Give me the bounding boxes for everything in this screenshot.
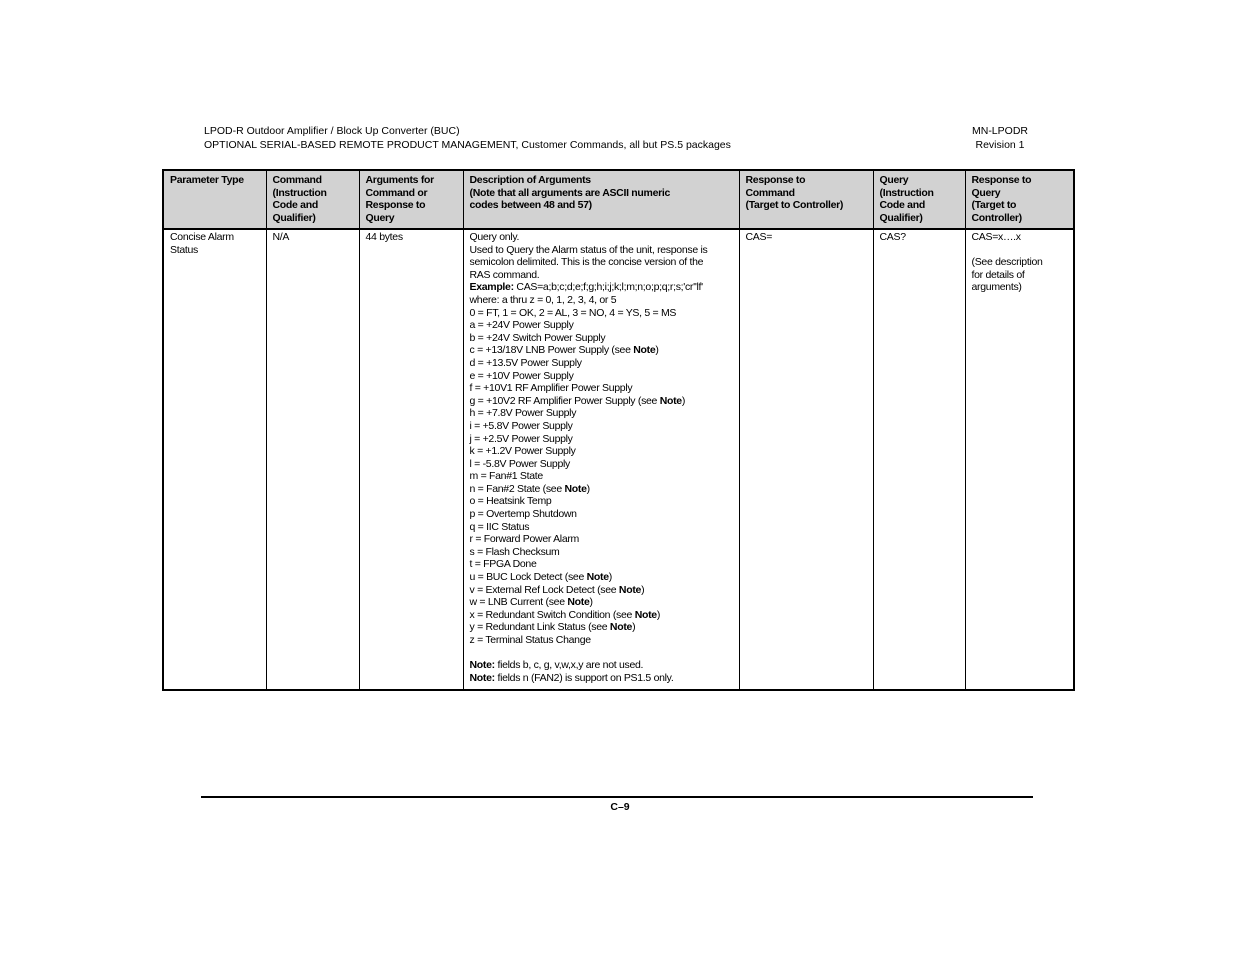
field-note-ref: Note xyxy=(567,596,590,609)
cell-response-to-query xyxy=(965,229,1074,690)
spacer xyxy=(470,647,735,660)
field-note-ref: Note xyxy=(634,608,657,621)
header-section-line: OPTIONAL SERIAL-BASED REMOTE PRODUCT MANAGEMENT, Customer Commands, all but PS.5 packages xyxy=(204,139,731,151)
header-line: codes between 48 and 57) xyxy=(469,199,592,212)
description-line: semicolon delimited. This is the concise version of the xyxy=(469,256,704,269)
description-line: RAS command. xyxy=(469,268,540,281)
field-line xyxy=(470,445,735,458)
header-description xyxy=(463,170,739,229)
field-text: q = IIC Status xyxy=(469,520,530,533)
field-line xyxy=(470,533,735,546)
document-header-title xyxy=(204,124,731,152)
field-text: h = +7.8V Power Supply xyxy=(469,407,577,420)
field-line xyxy=(470,382,735,395)
example-line xyxy=(470,281,735,294)
description-fields xyxy=(470,319,735,646)
field-text: z = Terminal Status Change xyxy=(469,634,591,646)
table-header-row xyxy=(163,170,1074,229)
field-line xyxy=(470,357,735,370)
response-line: CAS=x….x xyxy=(971,231,1021,243)
command-table xyxy=(162,169,1075,691)
field-close-paren: ) xyxy=(681,394,686,407)
header-line: Command or xyxy=(365,186,428,199)
field-text: e = +10V Power Supply xyxy=(469,369,574,382)
header-line: (Instruction xyxy=(272,186,327,199)
field-text: b = +24V Switch Power Supply xyxy=(469,331,606,344)
cell-command: N/A xyxy=(266,229,359,690)
header-line: (Note that all arguments are ASCII numeric xyxy=(469,186,671,199)
header-line: Controller) xyxy=(971,211,1022,224)
example-text: CAS=a;b;c;d;e;f;g;h;i;j;k;l;m;n;o;p;q;r;s;'cr''lf' xyxy=(513,281,703,294)
field-line xyxy=(470,420,735,433)
description-notes xyxy=(470,659,735,684)
field-text: g = +10V2 RF Amplifier Power Supply (see xyxy=(469,394,660,407)
field-line xyxy=(470,332,735,345)
description-where xyxy=(470,294,735,319)
field-line xyxy=(470,621,735,634)
header-line: Code and xyxy=(272,199,318,212)
field-line xyxy=(470,596,735,609)
field-line xyxy=(470,319,735,332)
table-row xyxy=(163,229,1074,690)
field-line xyxy=(470,558,735,571)
header-line: (Instruction xyxy=(879,186,934,199)
field-text: m = Fan#1 State xyxy=(469,470,543,483)
header-line: Response to xyxy=(971,174,1032,186)
field-text: i = +5.8V Power Supply xyxy=(469,419,573,432)
field-text: d = +13.5V Power Supply xyxy=(469,356,582,369)
header-product-line: LPOD-R Outdoor Amplifier / Block Up Converter (BUC) xyxy=(204,125,460,137)
field-text: t = FPGA Done xyxy=(469,558,537,571)
description-line: Used to Query the Alarm status of the unit, response is xyxy=(469,243,708,256)
header-command xyxy=(266,170,359,229)
header-line: Arguments for xyxy=(365,174,434,186)
field-note-ref: Note xyxy=(633,344,656,357)
field-note-ref: Note xyxy=(586,571,609,584)
description-intro xyxy=(470,231,735,281)
field-note-ref: Note xyxy=(609,621,633,634)
header-line: Description of Arguments xyxy=(469,174,591,186)
field-note-ref: Note xyxy=(564,482,587,495)
example-label: Example: xyxy=(469,281,514,294)
field-close-paren: ) xyxy=(641,583,645,596)
field-close-paren: ) xyxy=(586,482,590,495)
response-line: for details of xyxy=(971,268,1025,281)
header-line: Query xyxy=(365,211,395,224)
header-line: Command xyxy=(745,186,795,199)
field-text: n = Fan#2 State (see xyxy=(469,482,565,495)
field-line xyxy=(470,571,735,584)
note-text: fields b, c, g, v,w,x,y are not used. xyxy=(494,659,644,672)
field-text: u = BUC Lock Detect (see xyxy=(469,571,587,584)
field-text: a = +24V Power Supply xyxy=(469,319,574,332)
header-line: Response to xyxy=(745,174,806,186)
field-line xyxy=(470,458,735,471)
field-line xyxy=(470,521,735,534)
cell-query: CAS? xyxy=(873,229,965,690)
where-line: 0 = FT, 1 = OK, 2 = AL, 3 = NO, 4 = YS, 5 = MS xyxy=(469,306,677,319)
note-text: fields n (FAN2) is support on PS1.5 only. xyxy=(494,671,674,684)
field-line xyxy=(470,483,735,496)
header-line: Query xyxy=(879,174,909,186)
field-line xyxy=(470,370,735,383)
field-text: x = Redundant Switch Condition (see xyxy=(469,608,635,621)
cell-description xyxy=(463,229,739,690)
field-text: f = +10V1 RF Amplifier Power Supply xyxy=(469,382,633,395)
note-line xyxy=(470,672,735,685)
field-text: s = Flash Checksum xyxy=(469,545,560,558)
page-number: C–9 xyxy=(610,801,630,813)
field-text: j = +2.5V Power Supply xyxy=(469,432,573,445)
field-text: k = +1.2V Power Supply xyxy=(469,445,576,458)
field-text: r = Forward Power Alarm xyxy=(469,533,580,546)
field-close-paren: ) xyxy=(608,571,612,584)
header-line: Qualifier) xyxy=(272,211,316,224)
header-line: Code and xyxy=(879,199,925,212)
header-line: Command xyxy=(272,174,322,186)
field-text: c = +13/18V LNB Power Supply (see xyxy=(469,344,634,357)
note-label: Note: xyxy=(469,659,495,672)
header-line: (Target to Controller) xyxy=(745,199,844,212)
footer-rule xyxy=(201,796,1033,798)
header-arguments xyxy=(359,170,463,229)
parameter-type-line: Status xyxy=(170,243,198,256)
field-line xyxy=(470,344,735,357)
header-parameter-type xyxy=(163,170,266,229)
field-text: y = Redundant Link Status (see xyxy=(469,621,610,634)
header-line: Response to xyxy=(365,199,426,212)
description-line: Query only. xyxy=(469,231,520,243)
field-text: v = External Ref Lock Detect (see xyxy=(469,583,619,596)
field-line xyxy=(470,395,735,408)
response-line: (See description xyxy=(971,256,1043,269)
field-text: l = -5.8V Power Supply xyxy=(469,457,570,470)
field-line xyxy=(470,433,735,446)
header-line: Query xyxy=(971,186,1001,199)
field-close-paren: ) xyxy=(656,608,661,621)
header-line: Qualifier) xyxy=(879,211,923,224)
field-line xyxy=(470,495,735,508)
response-line: arguments) xyxy=(971,281,1022,294)
header-line: Parameter Type xyxy=(170,174,244,186)
field-note-ref: Note xyxy=(659,394,682,407)
header-response-to-query xyxy=(965,170,1074,229)
field-close-paren: ) xyxy=(632,621,636,634)
field-close-paren: ) xyxy=(589,596,593,609)
field-close-paren: ) xyxy=(655,344,659,357)
field-line xyxy=(470,546,735,559)
header-revision: Revision 1 xyxy=(975,139,1025,151)
cell-parameter-type xyxy=(163,229,266,690)
field-text: o = Heatsink Temp xyxy=(469,495,552,508)
field-line xyxy=(470,508,735,521)
field-line xyxy=(470,407,735,420)
field-line xyxy=(470,470,735,483)
document-header-id xyxy=(960,124,1040,152)
header-line: (Target to xyxy=(971,199,1017,212)
note-label: Note: xyxy=(469,671,495,684)
field-line xyxy=(470,634,735,647)
field-line xyxy=(470,584,735,597)
cell-response-to-command: CAS= xyxy=(739,229,873,690)
header-response-to-command xyxy=(739,170,873,229)
header-query xyxy=(873,170,965,229)
field-line xyxy=(470,609,735,622)
field-note-ref: Note xyxy=(618,583,642,596)
note-line xyxy=(470,659,735,672)
field-text: p = Overtemp Shutdown xyxy=(469,508,577,521)
where-line: where: a thru z = 0, 1, 2, 3, 4, or 5 xyxy=(469,293,617,306)
spacer xyxy=(972,244,1070,257)
cell-arguments: 44 bytes xyxy=(359,229,463,690)
header-manual-number: MN-LPODR xyxy=(971,125,1028,137)
parameter-type-line: Concise Alarm xyxy=(170,231,234,243)
field-text: w = LNB Current (see xyxy=(469,596,568,609)
